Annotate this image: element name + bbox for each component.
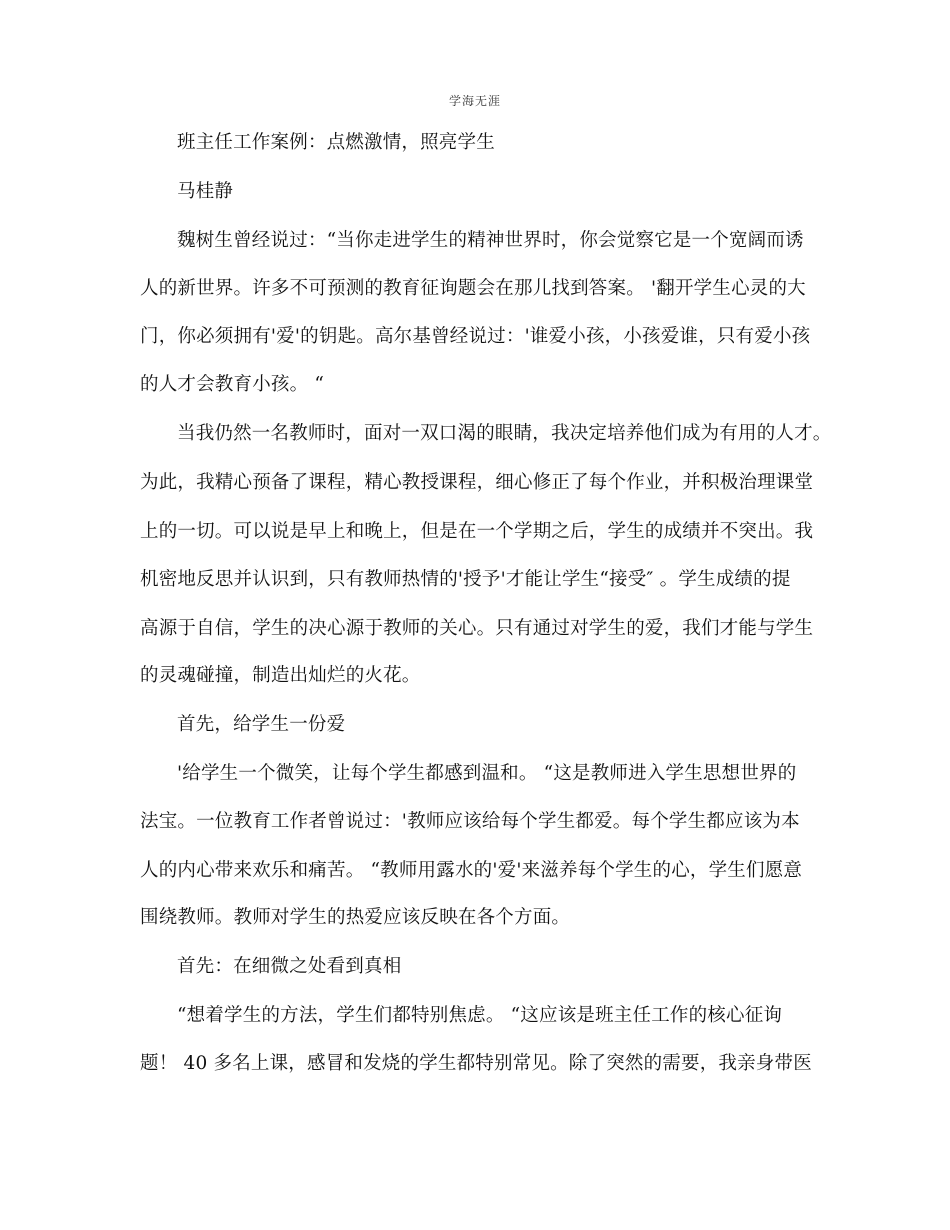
paragraph-line: 高源于自信，学生的决心源于教师的关心。只有通过对学生的爱，我们才能与学生 bbox=[140, 618, 814, 639]
paragraph-line: 人的内心带来欢乐和痛苦。 “教师用露水的'爱'来滋养每个学生的心，学生们愿意 bbox=[140, 860, 803, 881]
paragraph-line: 机密地反思并认识到，只有教师热情的'授予'才能让学生“接受″ 。学生成绩的提 bbox=[140, 569, 791, 590]
section-heading: 首先，给学生一份爱 bbox=[177, 714, 346, 735]
paragraph-line: 人的新世界。许多不可预测的教育征询题会在那儿找到答案。 '翻开学生心灵的大 bbox=[140, 278, 806, 299]
paragraph-line: 的人才会教育小孩。 “ bbox=[140, 374, 325, 395]
paragraph-line: 上的一切。可以说是早上和晚上，但是在一个学期之后，学生的成绩并不突出。我 bbox=[140, 521, 814, 542]
section-heading: 首先：在细微之处看到真相 bbox=[177, 956, 402, 977]
paragraph-line: 题！ 40 多名上课，感冒和发烧的学生都特别常见。除了突然的需要，我亲身带医 bbox=[140, 1053, 812, 1074]
paragraph-line: 为此，我精心预备了课程，精心教授课程，细心修正了每个作业，并积极治理课堂 bbox=[140, 472, 814, 493]
paragraph-line: “想着学生的方法，学生们都特别焦虑。 “这应该是班主任工作的核心征询 bbox=[177, 1005, 783, 1026]
paragraph-line: 围绕教师。教师对学生的热爱应该反映在各个方面。 bbox=[140, 907, 571, 928]
paragraph-line: 的灵魂碰撞，制造出灿烂的火花。 bbox=[140, 665, 421, 686]
author-name: 马桂静 bbox=[177, 181, 234, 202]
paragraph-line: 魏树生曾经说过：“当你走进学生的精神世界时，你会觉察它是一个宽阔而诱 bbox=[177, 230, 804, 251]
paragraph-line: 法宝。一位教育工作者曾说过：'教师应该给每个学生都爱。每个学生都应该为本 bbox=[140, 811, 800, 832]
paragraph-line: 门，你必须拥有'爱'的钥匙。高尔基曾经说过：'谁爱小孩，小孩爱谁，只有爱小孩 bbox=[140, 326, 811, 347]
paragraph-line: 当我仍然一名教师时，面对一双口渴的眼睛，我决定培养他们成为有用的人才。 bbox=[177, 423, 832, 444]
paragraph-line: '给学生一个微笑，让每个学生都感到温和。 “这是教师进入学生思想世界的 bbox=[177, 763, 797, 784]
page-header: 学海无涯 bbox=[448, 94, 501, 108]
document-title: 班主任工作案例：点燃激情，照亮学生 bbox=[177, 132, 495, 153]
